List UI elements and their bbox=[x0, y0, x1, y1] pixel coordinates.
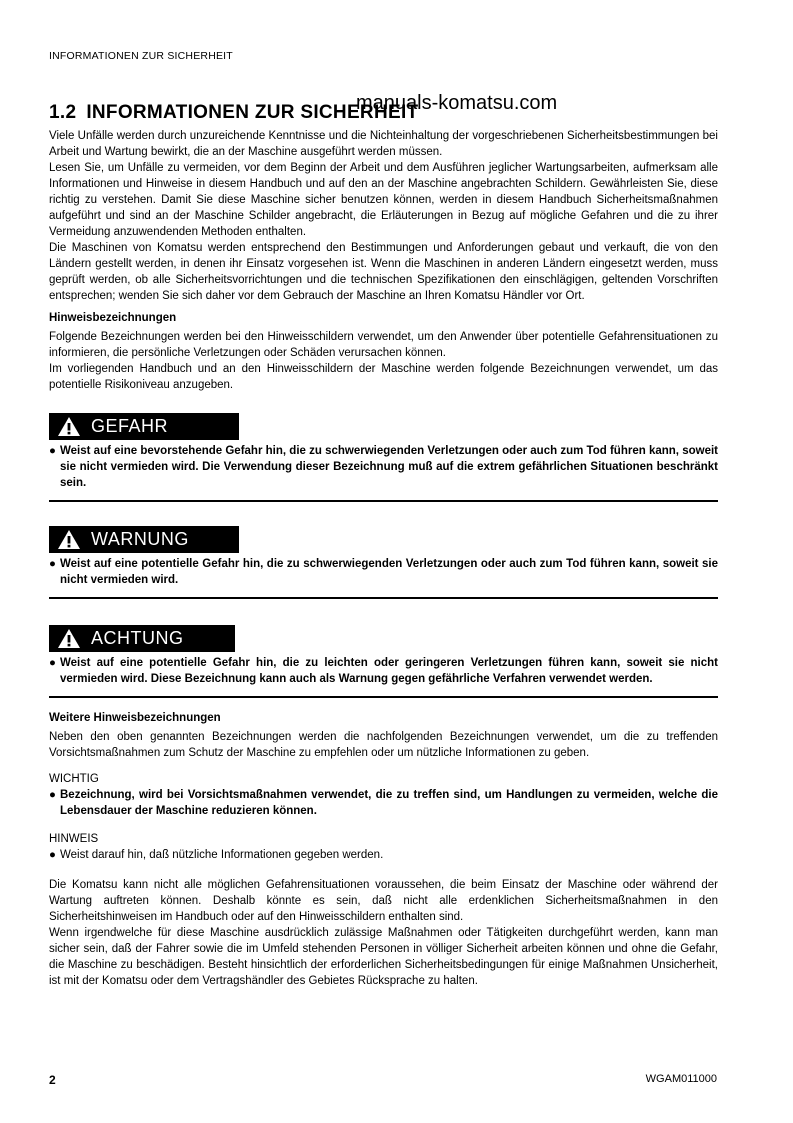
bullet-icon: ● bbox=[49, 445, 56, 457]
signal-achtung-label: ACHTUNG bbox=[91, 628, 184, 648]
hinweis-heading: Hinweisbezeichnungen bbox=[49, 312, 177, 324]
intro-paragraph-1: Viele Unfälle werden durch unzureichende Kenntnisse und die Nichteinhaltung der vorgeschriebenen Sicherheitsbestimmungen bei Arbeit und Wartung bewirkt, die an der Maschine ausgeführt werden müssen. bbox=[49, 130, 718, 158]
warnung-description: Weist auf eine potentielle Gefahr hin, die zu schwerwiegenden Verletzungen oder auch zum Tod führen kann, soweit sie nicht vermieden wird. bbox=[60, 558, 718, 586]
section-number: 1.2 bbox=[49, 102, 77, 123]
signal-warnung bbox=[49, 526, 239, 553]
bullet-icon: ● bbox=[49, 789, 56, 801]
gefahr-description: Weist auf eine bevorstehende Gefahr hin, die zu schwerwiegenden Verletzungen oder auch zum Tod führen kann, soweit sie nicht vermieden wird. Die Verwendung dieser Bezeichnung muß auf die extrem gefährlichen Situationen beschränkt sein. bbox=[60, 445, 718, 489]
list-item bbox=[49, 443, 718, 491]
list-item bbox=[49, 556, 718, 588]
watermark-text: manuals-komatsu.com bbox=[356, 92, 558, 114]
warnung-description-block bbox=[49, 553, 718, 599]
hinweis-item bbox=[49, 847, 718, 863]
weitere-heading: Weitere Hinweisbezeichnungen bbox=[49, 712, 221, 724]
weitere-paragraph: Neben den oben genannten Bezeichnungen werden die nachfolgenden Bezeichnungen verwendet, um die zu treffenden Vorsichtsmaßnahmen zum Schutz der Maschine zu empfehlen oder um nützliche Informationen zu geben. bbox=[49, 731, 718, 759]
document-code: WGAM011000 bbox=[645, 1073, 717, 1085]
section-title bbox=[49, 98, 718, 128]
closing-paragraph-2: Wenn irgendwelche für diese Maschine ausdrücklich zulässige Maßnahmen oder Tätigkeiten durchgeführt werden, kann man sicher sein, daß der Fahrer sowie die im Umfeld stehenden Personen in völliger Sicherheit arbeiten können und ohne die Gefahr, die Maschine zu beschädigen. Besteht hinsichtlich der erforderlichen Sicherheitsbedingungen für einige Maßnahmen Unsicherheit, ist mit der Komatsu oder dem Vertragshändler des Gebietes Rücksprache zu halten. bbox=[49, 927, 718, 987]
intro-paragraph-3: Die Maschinen von Komatsu werden entsprechend den Bestimmungen und Anforderungen gebaut und verkauft, die von den Ländern gestellt werden, in denen ihr Einsatz vorgesehen ist. Wenn die Maschinen in anderen Ländern eingesetzt werden, muss geprüft werden, ob alle Sicherheitsvorrichtungen und die technischen Spezifikationen den einschlägigen, geltenden Vorschriften entsprechen; wenden Sie sich daher vor dem Gebrauch der Maschine an Ihren Komatsu Händler vor Ort. bbox=[49, 242, 718, 302]
gefahr-description-block bbox=[49, 440, 718, 502]
wichtig-label: WICHTIG bbox=[49, 773, 99, 785]
wichtig-item bbox=[49, 787, 718, 819]
signal-gefahr bbox=[49, 413, 239, 440]
achtung-description: Weist auf eine potentielle Gefahr hin, die zu leichten oder geringeren Verletzungen führen kann, soweit sie nicht vermieden wird. Diese Bezeichnung kann auch als Warnung gegen gefährliche Verfahren verwendet werden. bbox=[60, 657, 718, 685]
bullet-icon: ● bbox=[49, 657, 56, 669]
hinweis-paragraph-2: Im vorliegenden Handbuch und an den Hinweisschildern der Maschine werden folgende Bezeichnungen verwendet, um das potentielle Risikoniveau anzugeben. bbox=[49, 363, 718, 391]
bullet-icon: ● bbox=[49, 849, 56, 861]
warning-triangle-icon bbox=[57, 416, 81, 437]
list-item bbox=[49, 655, 718, 687]
page-number: 2 bbox=[49, 1073, 56, 1087]
closing-paragraph-1: Die Komatsu kann nicht alle möglichen Gefahrensituationen voraussehen, die beim Einsatz der Maschine oder während der Wartung auftreten können. Deshalb könnte es sein, daß nicht alle erdenklichen Sicherheitsmaßnahmen in den Sicherheitshinweisen im Handbuch oder auf den Hinweisschildern enthalten sind. bbox=[49, 879, 718, 923]
intro-paragraph-2: Lesen Sie, um Unfälle zu vermeiden, vor dem Beginn der Arbeit und dem Ausführen jeglicher Wartungsarbeiten, aufmerksam alle Informationen und Hinweise in diesem Handbuch und auf den an der Maschine angebrachten Schildern. Gewährleisten Sie, diese richtig zu verstehen. Damit Sie diese Maschine sicher benutzen können, werden in diesem Handbuch Sicherheitsmaßnahmen aufgeführt und sind an der Maschine Schilder angebracht, die Erläuterungen in Bezug auf mögliche Gefahren und die zu ihrer Vermeidung anzuwendenden Methoden enthalten. bbox=[49, 162, 718, 238]
warning-triangle-icon bbox=[57, 628, 81, 649]
section-title-text: INFORMATIONEN ZUR SICHERHEIT bbox=[86, 102, 419, 123]
signal-achtung bbox=[49, 625, 235, 652]
signal-warnung-label: WARNUNG bbox=[91, 529, 189, 549]
signal-gefahr-label: GEFAHR bbox=[91, 416, 169, 436]
page-content bbox=[49, 98, 718, 989]
warning-triangle-icon bbox=[57, 529, 81, 550]
running-header: INFORMATIONEN ZUR SICHERHEIT bbox=[49, 50, 233, 62]
wichtig-description: Bezeichnung, wird bei Vorsichtsmaßnahmen verwendet, die zu treffen sind, um Handlungen zu vermeiden, welche die Lebensdauer der Maschine reduzieren können. bbox=[60, 789, 718, 817]
bullet-icon: ● bbox=[49, 558, 56, 570]
hinweis-label: HINWEIS bbox=[49, 833, 99, 845]
hinweis-paragraph-1: Folgende Bezeichnungen werden bei den Hinweisschildern verwendet, um den Anwender über potentielle Gefahrensituationen zu informieren, die persönliche Verletzungen oder Schäden verursachen können. bbox=[49, 331, 718, 359]
hinweis-description: Weist darauf hin, daß nützliche Informationen gegeben werden. bbox=[60, 849, 384, 861]
achtung-description-block bbox=[49, 652, 718, 698]
spacer bbox=[49, 863, 718, 877]
